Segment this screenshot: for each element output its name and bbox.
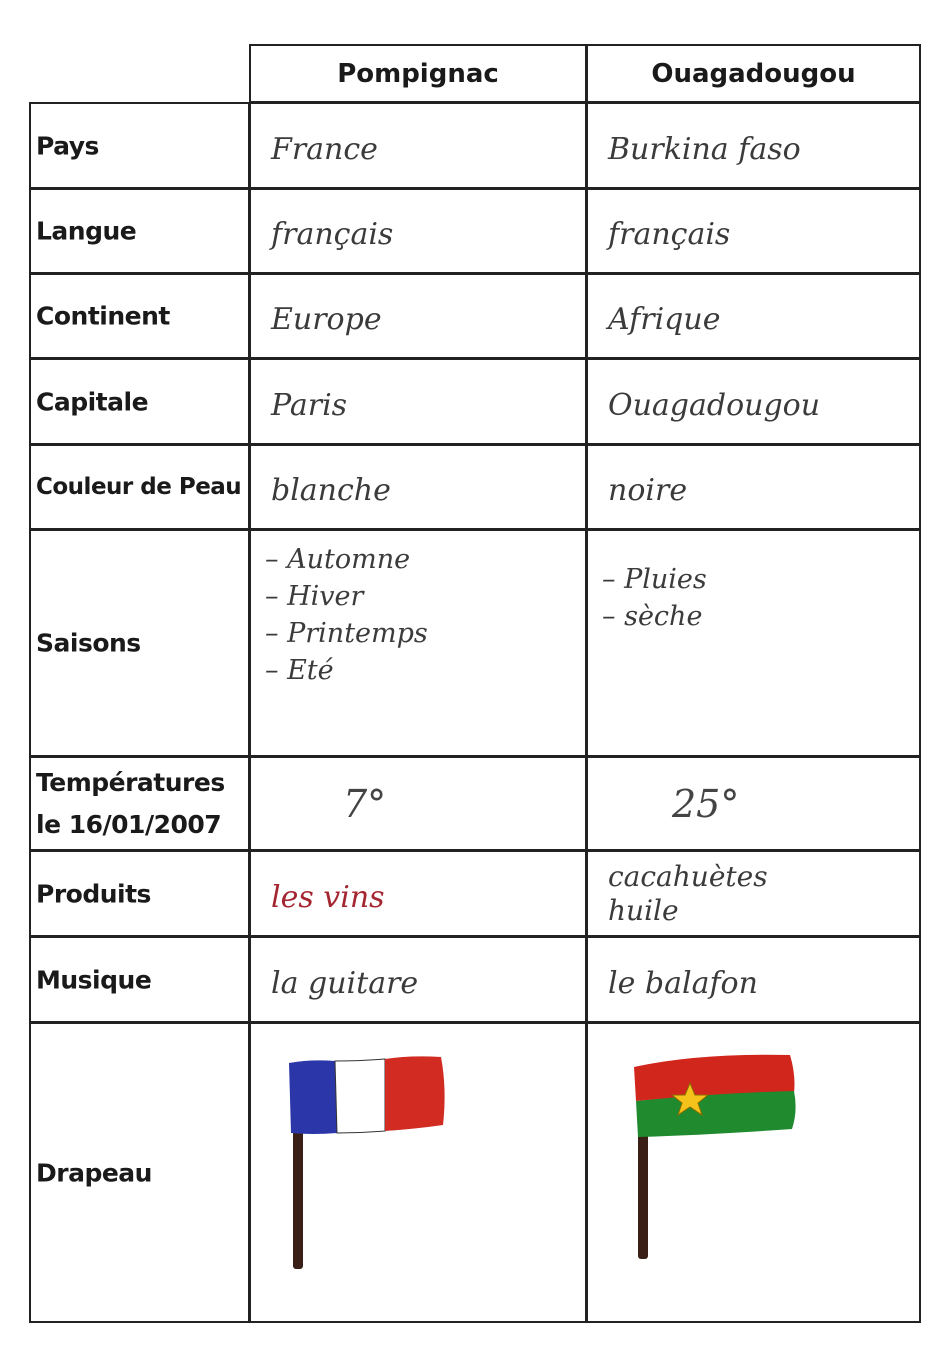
value-cell-pompignac: [249, 102, 587, 189]
langue-pompignac: français: [271, 217, 394, 252]
value-cell-pompignac: [249, 273, 587, 359]
saisons-ouagadougou-list: [602, 561, 707, 635]
table-row-temperatures: [0, 756, 950, 851]
row-label-pays: Pays: [36, 131, 99, 160]
list-item: – sèche: [602, 598, 707, 635]
row-label-temperatures: [36, 762, 225, 846]
row-label-musique: Musique: [36, 965, 152, 994]
header-ouagadougou: Ouagadougou: [651, 58, 856, 89]
value-cell-pompignac: [249, 756, 587, 851]
saisons-pompignac-list: [265, 541, 428, 689]
list-item: – Printemps: [265, 615, 428, 652]
table-row-continent: [0, 273, 950, 359]
table-row-couleur: [0, 444, 950, 530]
value-cell-ouagadougou: [586, 188, 921, 274]
label-cell: [29, 188, 250, 274]
flag-pole: [638, 1129, 648, 1259]
label-cell: [29, 444, 250, 530]
musique-pompignac: la guitare: [271, 965, 419, 1001]
label-cell: [29, 102, 250, 189]
temperature-pompignac: 7°: [343, 781, 387, 826]
temperature-ouagadougou: 25°: [672, 781, 740, 826]
produits-ouagadougou-line2: huile: [608, 894, 679, 927]
france-flag: [281, 1049, 451, 1274]
langue-ouagadougou: français: [608, 217, 731, 252]
row-label-continent: Continent: [36, 301, 170, 331]
table-header-row: [0, 44, 950, 103]
row-label-langue: Langue: [36, 216, 137, 246]
table-row-saisons: [0, 529, 950, 757]
table-row-pays: [0, 102, 950, 189]
value-cell-pompignac: [249, 1022, 587, 1323]
label-cell: [29, 358, 250, 445]
label-cell: [29, 756, 250, 851]
temperatures-label-line2: le 16/01/2007: [36, 809, 222, 839]
value-cell-ouagadougou: [586, 936, 921, 1023]
header-cell-pompignac: [249, 44, 587, 103]
produits-ouagadougou-line1: cacahuètes: [608, 860, 768, 893]
row-label-produits: Produits: [36, 879, 151, 908]
pays-ouagadougou: Burkina faso: [608, 131, 801, 167]
table-row-produits: [0, 850, 950, 937]
flag-stripe-blue: [289, 1060, 337, 1134]
table-row-capitale: [0, 358, 950, 445]
capitale-pompignac: Paris: [271, 387, 348, 423]
list-item: – Pluies: [602, 561, 707, 598]
list-item: – Hiver: [265, 578, 428, 615]
value-cell-ouagadougou: [586, 273, 921, 359]
temperatures-label-line1: Températures: [36, 767, 225, 797]
value-cell-ouagadougou: [586, 1022, 921, 1323]
value-cell-ouagadougou: [586, 102, 921, 189]
value-cell-pompignac: [249, 358, 587, 445]
couleur-pompignac: blanche: [271, 473, 391, 508]
list-item: – Automne: [265, 541, 428, 578]
value-cell-ouagadougou: [586, 358, 921, 445]
value-cell-pompignac: [249, 444, 587, 530]
list-item: – Eté: [265, 652, 428, 689]
label-cell: [29, 529, 250, 757]
produits-ouagadougou: [608, 860, 768, 928]
table-row-drapeau: [0, 1022, 950, 1323]
label-cell: [29, 936, 250, 1023]
header-cell-ouagadougou: [586, 44, 921, 103]
row-label-saisons: Saisons: [36, 628, 141, 658]
row-label-couleur: Couleur de Peau: [36, 474, 242, 500]
label-cell: [29, 273, 250, 359]
continent-ouagadougou: Afrique: [608, 302, 721, 337]
value-cell-pompignac: [249, 936, 587, 1023]
value-cell-ouagadougou: [586, 529, 921, 757]
capitale-ouagadougou: Ouagadougou: [608, 387, 821, 423]
value-cell-pompignac: [249, 529, 587, 757]
produits-pompignac: les vins: [271, 879, 385, 915]
value-cell-ouagadougou: [586, 444, 921, 530]
pays-pompignac: France: [271, 131, 378, 167]
value-cell-ouagadougou: [586, 850, 921, 937]
row-label-drapeau: Drapeau: [36, 1158, 152, 1187]
value-cell-ouagadougou: [586, 756, 921, 851]
flag-stripe-red: [385, 1056, 445, 1131]
table-row-musique: [0, 936, 950, 1023]
flag-stripe-white: [335, 1059, 385, 1133]
table-row-langue: [0, 188, 950, 274]
value-cell-pompignac: [249, 850, 587, 937]
label-cell: [29, 1022, 250, 1323]
row-label-capitale: Capitale: [36, 387, 149, 416]
burkina-faso-flag: [628, 1049, 798, 1269]
value-cell-pompignac: [249, 188, 587, 274]
header-pompignac: Pompignac: [337, 58, 499, 89]
couleur-ouagadougou: noire: [608, 473, 688, 508]
musique-ouagadougou: le balafon: [608, 965, 758, 1001]
continent-pompignac: Europe: [271, 302, 382, 337]
label-cell: [29, 850, 250, 937]
flag-pole: [293, 1129, 303, 1269]
